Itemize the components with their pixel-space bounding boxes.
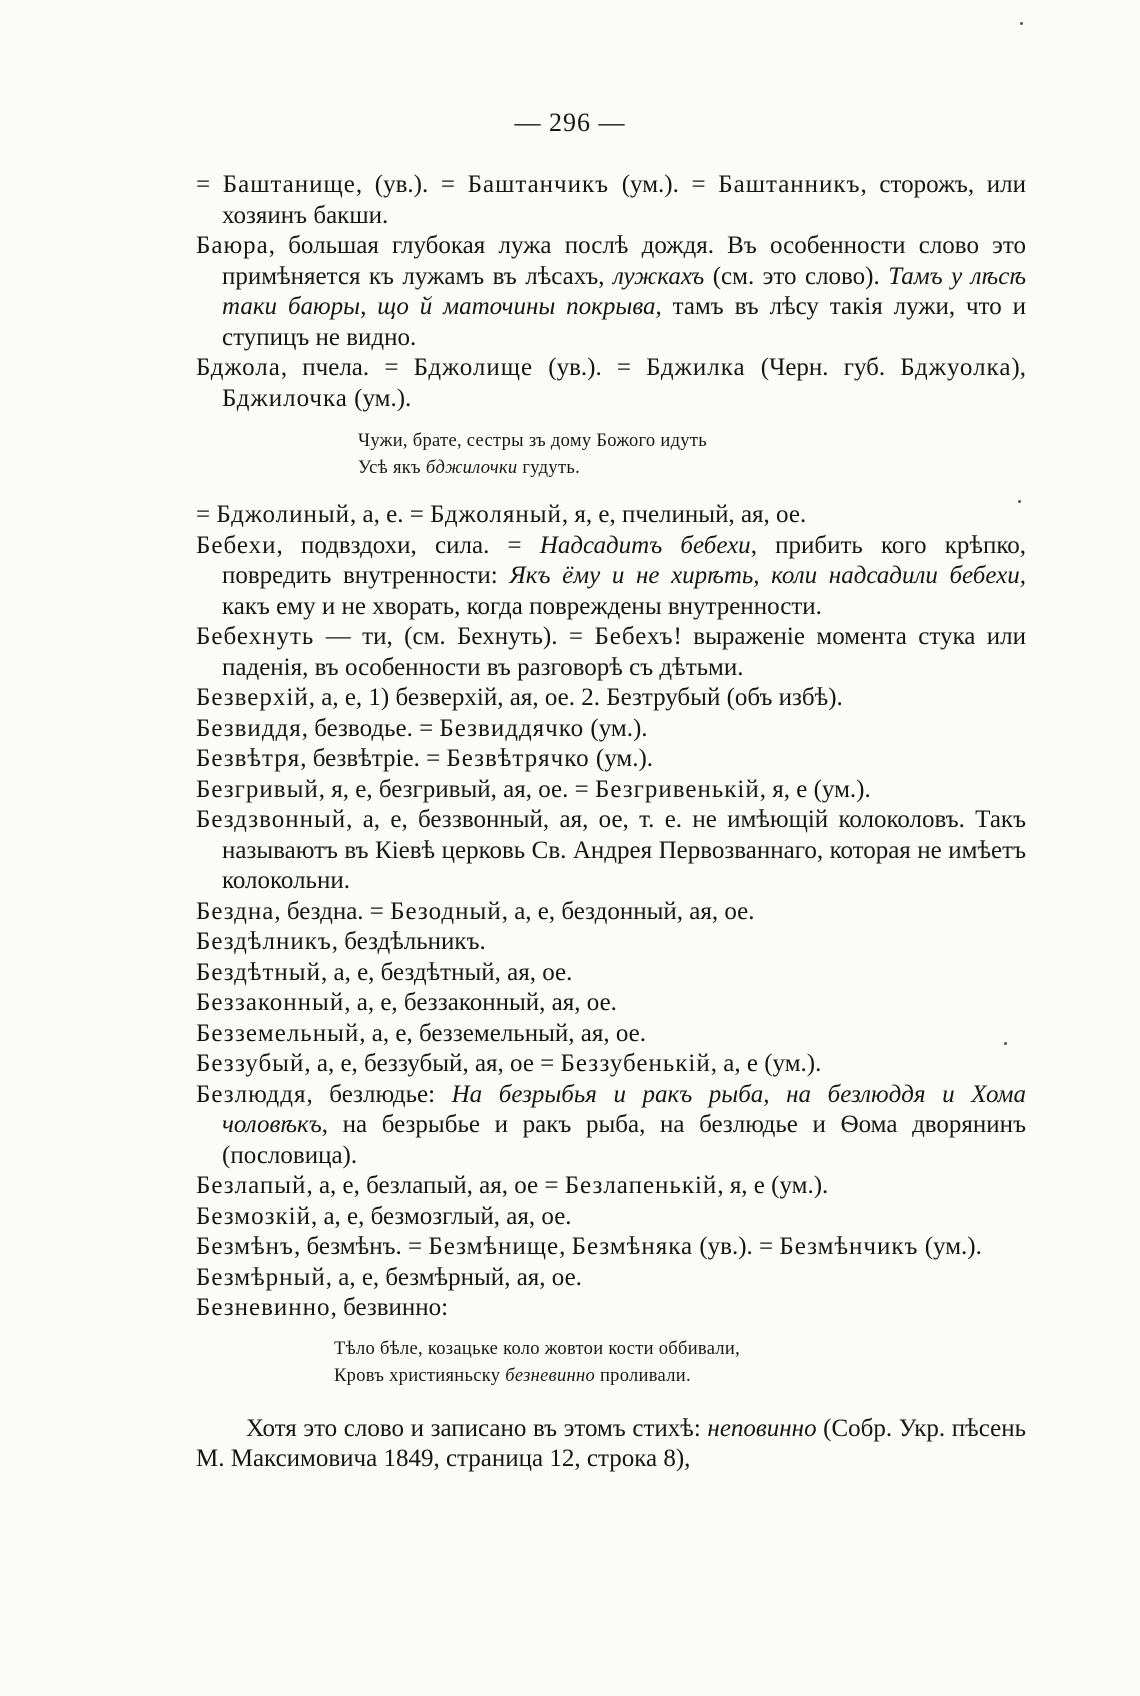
entry-bezdelnyk	[196, 927, 1026, 958]
headword: Бебехнуть	[196, 623, 315, 650]
headword: Бебехи	[196, 531, 277, 559]
entry-text: , а, е, беззвонный, ая, ое, т. е. не имѣющій колоколовъ. Такъ называютъ въ Кіевѣ церковь Св. Андрея Первозваннаго, которая не имѣетъ колокольни.	[222, 806, 1026, 894]
headword: Беззубенькій	[560, 1050, 711, 1077]
headword: Баштанникъ	[718, 171, 861, 198]
entry-text: , а, е, беззаконный, ая, ое.	[344, 989, 617, 1016]
entry-bezliuddia	[196, 1080, 1026, 1172]
entry-text: , сторожъ, или хозяинъ бакши.	[222, 171, 1026, 229]
verse-line: Чужи, брате, сестры зъ дому Божого идуть	[358, 431, 707, 451]
entry-text: , я, е (ум.).	[717, 1172, 829, 1199]
entry-text: =	[196, 171, 223, 198]
headword: Безмѣрный	[196, 1263, 326, 1291]
entry-text: , (ув.). =	[355, 171, 468, 198]
headword: Безлюддя	[196, 1080, 307, 1108]
entry-text: (ув.). =	[693, 1233, 780, 1260]
entry-text: , а, е. =	[350, 501, 431, 528]
headword: Безвиддя	[196, 714, 302, 742]
headword: Баштанчикъ	[467, 171, 610, 198]
entry-text: , а, е, безлапый, ая, ое =	[306, 1172, 565, 1199]
headword: Безмѣняка	[571, 1233, 694, 1260]
headword: Бджолище	[413, 354, 534, 381]
verse-text: проливали.	[595, 1365, 691, 1386]
entry-bayura	[196, 231, 1026, 353]
headword: Бджолиный	[216, 501, 351, 528]
entry-text: , а, е, беззубый, ая, ое =	[304, 1050, 561, 1077]
entry-text: (см. это слово).	[704, 262, 889, 290]
scan-speck	[1018, 500, 1021, 503]
entry-text: , я, е (ум.).	[759, 775, 871, 803]
headword: Бездѣтный	[196, 958, 321, 986]
headword: Безземельный	[196, 1019, 360, 1047]
entry-text: , а, е, бездѣтный, ая, ое.	[320, 958, 573, 986]
entry-text: , я, е, пчелиный, ая, ое.	[561, 501, 807, 528]
entry-text: , а, е, безмозглый, ая, ое.	[310, 1202, 572, 1230]
entry-bebekhnut	[196, 622, 1026, 683]
entry-text: , безводье. =	[301, 714, 440, 742]
headword: Бджола	[196, 354, 281, 381]
entry-text: , пчела. =	[280, 354, 414, 381]
paragraph-text: Хотя это слово и записано въ этомъ стихѣ:	[246, 1414, 708, 1442]
entry-text: ,	[559, 1233, 572, 1260]
verse-text: Усѣ якъ	[358, 458, 426, 478]
entry-bdzhola	[196, 353, 1026, 414]
entry-text: какъ ему и не хворать, когда повреждены внутренности.	[222, 592, 822, 620]
verse-italic-word: бджилочки	[425, 458, 518, 478]
entry-bebekhy	[196, 531, 1026, 623]
entry-bezverkhii	[196, 683, 1026, 714]
headword: Бездна	[196, 897, 275, 925]
entry-bezvetria	[196, 744, 1026, 775]
entry-text: , прибить кого крѣпко, повредить внутренности:	[222, 531, 1027, 589]
headword: Бджилочка	[222, 384, 348, 412]
scan-speck	[1004, 1042, 1007, 1045]
entry-text: (Черн. губ.	[745, 354, 901, 381]
entry-text: , бездѣльникъ.	[331, 928, 486, 955]
entry-text: (ум.).	[584, 714, 648, 742]
italic-example: лужкахъ	[612, 262, 705, 290]
entry-text: , бездна. =	[274, 897, 391, 925]
entry-text: (ув.). =	[533, 354, 647, 381]
entry-text: , а, е, безземельный, ая, ое.	[359, 1019, 646, 1047]
verse-line	[358, 455, 1026, 482]
entry-text: , большая глубокая лужа послѣ дождя. Въ особенности слово это примѣняется къ лужамъ въ лѣсахъ,	[222, 232, 1026, 290]
entry-text: , на безрыбье и ракъ рыба, на безлюдье и Ѳома дворянинъ (пословица).	[222, 1111, 1026, 1169]
headword: Бджуолка	[900, 354, 1012, 381]
entry-text: тамъ въ лѣсу такія лужи, что и ступицъ не видно.	[222, 293, 1026, 351]
italic-example: На безрыбья и ракъ рыба, на безлюддя и Хома чоловѣкъ	[222, 1080, 1027, 1138]
entry-bezzemelnyi	[196, 1019, 1026, 1050]
headword: Безгривенькій	[594, 775, 760, 803]
entry-text: , безлюдье:	[306, 1080, 452, 1108]
entry-text: , безвинно:	[330, 1294, 449, 1321]
entry-text: =	[196, 501, 217, 528]
headword: Беззаконный	[196, 989, 345, 1016]
headword: Баюра	[196, 232, 269, 259]
entry-text: , а, е (ум.).	[710, 1050, 822, 1077]
entry-text: ! выраженіе момента стука или паденія, въ особенности въ разговорѣ съ дѣтьми.	[222, 623, 1026, 681]
entries-group-1	[196, 170, 1026, 414]
scan-speck	[1020, 22, 1023, 25]
entry-text: (ум.).	[347, 384, 412, 412]
entry-bezmozkii	[196, 1202, 1026, 1233]
entry-text: (ум.). =	[609, 171, 719, 198]
entry-bezmernyi	[196, 1263, 1026, 1294]
verse-italic-word: безневинно	[505, 1365, 596, 1386]
headword: Безгривый	[196, 775, 319, 803]
page-number: — 296 —	[514, 108, 626, 137]
headword: Безмѣнъ	[196, 1233, 294, 1260]
headword: Безверхій	[196, 684, 309, 711]
entry-text: , а, е, 1) безверхій, ая, ое. 2. Безтрубый (объ избѣ).	[308, 684, 843, 711]
entry-bezlapyi	[196, 1171, 1026, 1202]
verse-text: гудуть.	[517, 458, 580, 478]
entry-bdzholynyi	[196, 500, 1026, 531]
entry-bezzakonnyi	[196, 988, 1026, 1019]
italic-example: Тамъ у лѣсѣ таки баюры, що й маточины покрыва,	[222, 262, 1026, 320]
headword: Безневинно	[196, 1294, 331, 1321]
verse-line: Тѣло бѣле, козацьке коло жовтои кости оббивали,	[334, 1338, 741, 1359]
entry-bezmen	[196, 1232, 1026, 1263]
paragraph-italic-word: неповинно	[707, 1414, 817, 1442]
headword: Безлапый	[196, 1172, 307, 1199]
entry-bashtanyshche	[196, 170, 1026, 231]
entry-text: , безмѣнъ. =	[293, 1233, 429, 1260]
paragraph-text: (Собр. Укр. пѣсень М. Максимовича 1849, страница 12, строка 8),	[196, 1414, 1026, 1472]
headword: Безмѣнище	[428, 1233, 560, 1260]
entry-text: (ум.).	[918, 1233, 982, 1260]
entry-text: (ум.).	[589, 745, 654, 772]
entry-bezgryvyi	[196, 775, 1026, 806]
entry-text: , я, е, безгривый, ая, ое. =	[318, 775, 595, 803]
headword: Безвиддячко	[439, 714, 585, 742]
verse-quote-blood	[334, 1336, 1026, 1390]
entry-text: , безвѣтріе. =	[300, 745, 447, 772]
entry-text: , а, е, бездонный, ая, ое.	[501, 897, 755, 925]
entry-text: , подвздохи, сила. =	[276, 531, 540, 559]
entry-text: ),	[1011, 354, 1026, 381]
entry-bezdzvonnyi	[196, 805, 1026, 897]
entry-bezzubyi	[196, 1049, 1026, 1080]
headword: Безмѣнчикъ	[779, 1233, 919, 1260]
italic-example: Надсадитъ бебехи	[539, 531, 751, 559]
headword: Безлапенькій	[564, 1172, 718, 1199]
closing-paragraph	[196, 1414, 1026, 1475]
verse-text: Кровъ християньску	[334, 1365, 506, 1386]
headword: Безвѣтря	[196, 745, 301, 772]
headword: Безмозкій	[196, 1202, 311, 1230]
entries-group-2	[196, 500, 1026, 1324]
headword: Бездзвонный	[196, 806, 347, 833]
headword: Бджилка	[646, 354, 746, 381]
entry-bezdetnyi	[196, 958, 1026, 989]
entry-beznevynno	[196, 1293, 1026, 1324]
headword: Беззубый	[196, 1050, 305, 1077]
headword: Безвѣтрячко	[446, 745, 590, 772]
entry-bezdna	[196, 897, 1026, 928]
dictionary-text	[196, 170, 1026, 1475]
headword: Бебехъ	[594, 623, 674, 650]
headword: Безодный	[390, 897, 502, 925]
headword: Бездѣлникъ	[196, 928, 332, 955]
italic-example: Якъ ёму и не хирѣть, коли надсадили бебехи,	[509, 562, 1026, 589]
headword: Баштанище	[222, 171, 356, 198]
entry-text: , а, е, безмѣрный, ая, ое.	[325, 1263, 582, 1291]
entry-text: — ти, (см. Бехнуть). =	[314, 623, 595, 650]
verse-quote-bees	[358, 428, 1026, 482]
verse-line	[334, 1363, 1026, 1390]
entry-bezviddia	[196, 714, 1026, 745]
headword: Бджоляный	[430, 501, 562, 528]
